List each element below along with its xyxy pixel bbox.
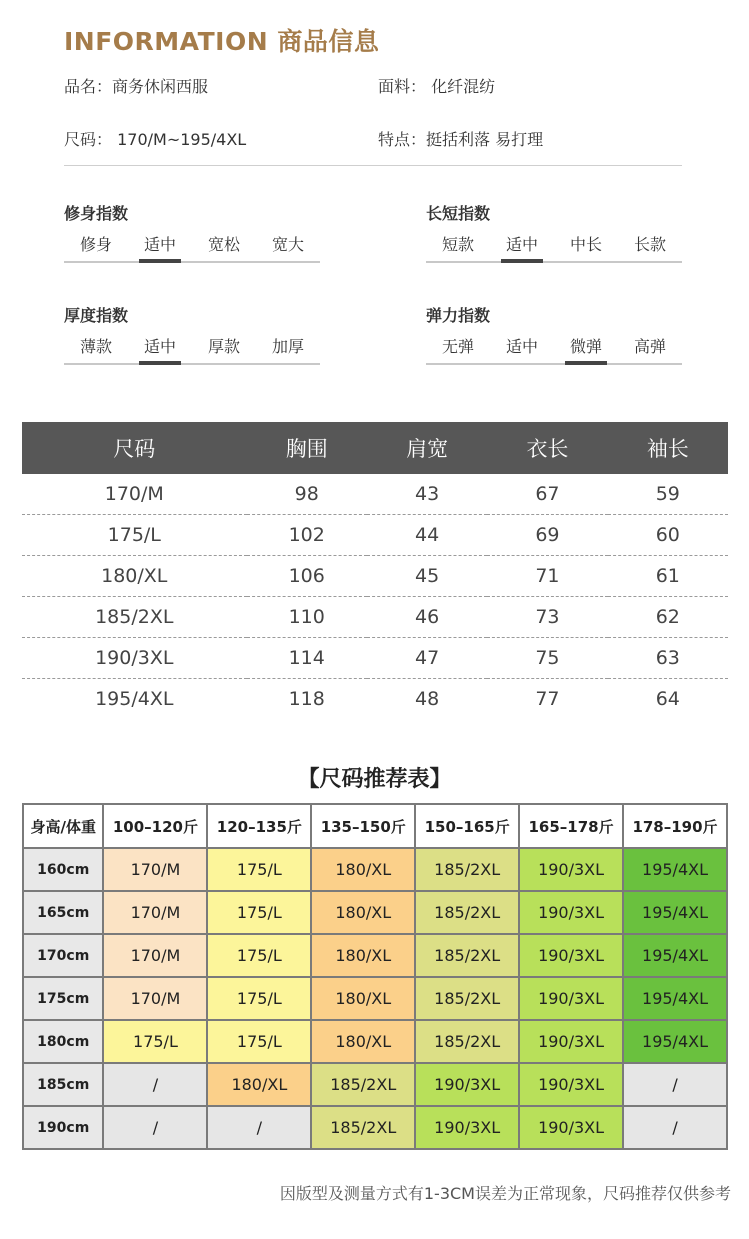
- size-cell: 61: [608, 556, 728, 597]
- index-scale-line: [64, 363, 320, 365]
- index-scale-line: [64, 261, 320, 263]
- height-cell: 170cm: [23, 934, 103, 977]
- index-option: 修身: [79, 235, 112, 254]
- recommend-size-cell: 185/2XL: [415, 848, 519, 891]
- index-selected-marker: [501, 259, 543, 263]
- product-feature: 特点：挺括利落 易打理: [378, 130, 544, 149]
- recommend-header-cell: 身高/体重: [23, 804, 103, 848]
- recommend-size-cell: 190/3XL: [519, 1020, 623, 1063]
- recommend-header-cell: 120–135斤: [207, 804, 311, 848]
- recommend-size-cell: 185/2XL: [415, 977, 519, 1020]
- index-selected-marker: [139, 259, 181, 263]
- recommend-size-cell: 195/4XL: [623, 934, 727, 977]
- recommend-size-cell: 190/3XL: [519, 977, 623, 1020]
- elasticity-index: [426, 305, 682, 365]
- product-name: 品名：商务休闲西服: [64, 77, 209, 96]
- recommend-size-cell: /: [623, 1063, 727, 1106]
- size-table-row: [22, 638, 728, 679]
- index-selected-marker: [565, 361, 607, 365]
- index-label: 厚度指数: [64, 306, 129, 325]
- recommend-size-cell: 180/XL: [311, 934, 415, 977]
- size-cell: 73: [487, 597, 607, 638]
- recommend-size-cell: 170/M: [103, 891, 207, 934]
- index-scale-line: [426, 261, 682, 263]
- recommend-header-cell: 100–120斤: [103, 804, 207, 848]
- recommend-table-row: [23, 1063, 727, 1106]
- index-option: 适中: [143, 235, 176, 254]
- index-option: 适中: [505, 235, 538, 254]
- size-cell: 59: [608, 474, 728, 515]
- recommend-size-cell: 195/4XL: [623, 1020, 727, 1063]
- length-index: [426, 203, 682, 263]
- size-cell: 102: [247, 515, 367, 556]
- size-cell: 98: [247, 474, 367, 515]
- index-option: 高弹: [633, 337, 666, 356]
- size-cell: 170/M: [22, 474, 247, 515]
- index-scale-line: [426, 363, 682, 365]
- index-options: [426, 335, 682, 359]
- section-title: INFORMATION 商品信息: [64, 27, 380, 56]
- index-option: 加厚: [271, 337, 304, 356]
- recommend-size-cell: 170/M: [103, 848, 207, 891]
- recommend-table-row: [23, 977, 727, 1020]
- recommend-size-cell: 175/L: [207, 1020, 311, 1063]
- size-cell: 44: [367, 515, 487, 556]
- index-option: 宽松: [207, 235, 240, 254]
- index-option: 适中: [143, 337, 176, 356]
- index-options: [64, 233, 320, 257]
- size-cell: 190/3XL: [22, 638, 247, 679]
- size-cell: 48: [414, 688, 440, 710]
- recommend-header-cell: 135–150斤: [311, 804, 415, 848]
- index-label: 长短指数: [426, 204, 491, 223]
- recommend-size-cell: 185/2XL: [415, 891, 519, 934]
- size-table-row: [22, 556, 728, 597]
- divider: [64, 165, 682, 166]
- size-cell: 75: [487, 638, 607, 679]
- height-cell: 185cm: [23, 1063, 103, 1106]
- recommend-header-cell: 165–178斤: [519, 804, 623, 848]
- recommend-size-cell: 175/L: [207, 891, 311, 934]
- recommend-size-cell: 175/L: [207, 977, 311, 1020]
- recommend-size-cell: 180/XL: [311, 1020, 415, 1063]
- recommend-size-cell: 175/L: [207, 934, 311, 977]
- index-option: 短款: [441, 235, 474, 254]
- size-cell: 69: [487, 515, 607, 556]
- size-table: [22, 422, 728, 719]
- product-size-range: 尺码： 170/M~195/4XL: [64, 130, 247, 149]
- size-cell: 46: [367, 597, 487, 638]
- index-label: 弹力指数: [426, 306, 491, 325]
- size-table-header: [22, 422, 728, 474]
- index-option: 长款: [633, 235, 666, 254]
- size-cell: 77: [535, 688, 560, 710]
- height-cell: 175cm: [23, 977, 103, 1020]
- size-table-row: [22, 597, 728, 638]
- recommend-size-cell: 195/4XL: [623, 977, 727, 1020]
- size-cell: 175/L: [22, 515, 247, 556]
- size-cell: 114: [247, 638, 367, 679]
- height-cell: 165cm: [23, 891, 103, 934]
- recommend-table-header: [23, 804, 727, 848]
- size-cell: 118: [288, 688, 325, 710]
- size-cell: 63: [608, 638, 728, 679]
- recommend-size-cell: 190/3XL: [519, 934, 623, 977]
- recommend-table: [22, 803, 728, 1150]
- thickness-index: [64, 305, 320, 365]
- recommend-size-cell: 195/4XL: [623, 848, 727, 891]
- size-table-row: [22, 515, 728, 556]
- recommend-size-cell: 180/XL: [311, 977, 415, 1020]
- size-cell: 64: [655, 688, 680, 710]
- index-option: 薄款: [79, 337, 112, 356]
- recommend-size-cell: 185/2XL: [311, 1063, 415, 1106]
- recommend-table-row: [23, 1106, 727, 1149]
- recommend-size-cell: 185/2XL: [415, 934, 519, 977]
- size-header-cell: 衣长: [487, 422, 607, 474]
- recommend-size-cell: 175/L: [207, 848, 311, 891]
- size-cell: 45: [367, 556, 487, 597]
- index-label: 修身指数: [64, 204, 129, 223]
- recommend-title: 【尺码推荐表】: [297, 767, 452, 792]
- index-option: 适中: [505, 337, 538, 356]
- size-header-cell: 胸围: [247, 422, 367, 474]
- recommend-size-cell: 195/4XL: [623, 891, 727, 934]
- recommend-size-cell: 185/2XL: [311, 1106, 415, 1149]
- size-cell: 185/2XL: [22, 597, 247, 638]
- fit-index: [64, 203, 320, 263]
- size-cell: 71: [487, 556, 607, 597]
- size-header-cell: 袖长: [608, 422, 728, 474]
- recommend-size-cell: /: [103, 1063, 207, 1106]
- index-option: 中长: [569, 235, 602, 254]
- size-cell: 60: [608, 515, 728, 556]
- size-cell: 43: [367, 474, 487, 515]
- recommend-size-cell: /: [623, 1106, 727, 1149]
- recommend-size-cell: 180/XL: [311, 891, 415, 934]
- recommend-table-row: [23, 1020, 727, 1063]
- index-options: [426, 233, 682, 257]
- product-fabric: 面料： 化纤混纺: [378, 77, 496, 96]
- recommend-table-row: [23, 934, 727, 977]
- recommend-size-cell: /: [207, 1106, 311, 1149]
- size-cell: 180/XL: [22, 556, 247, 597]
- recommend-size-cell: 190/3XL: [519, 848, 623, 891]
- recommend-size-cell: 170/M: [103, 977, 207, 1020]
- recommend-header-cell: 150–165斤: [415, 804, 519, 848]
- size-cell: 106: [247, 556, 367, 597]
- recommend-size-cell: /: [103, 1106, 207, 1149]
- recommend-size-cell: 185/2XL: [415, 1020, 519, 1063]
- height-cell: 160cm: [23, 848, 103, 891]
- recommend-header-cell: 178–190斤: [623, 804, 727, 848]
- index-selected-marker: [139, 361, 181, 365]
- disclaimer-note: 因版型及测量方式有1-3CM误差为正常现象，尺码推荐仅供参考: [279, 1184, 731, 1203]
- size-cell: 195/4XL: [95, 688, 174, 710]
- recommend-size-cell: 170/M: [103, 934, 207, 977]
- recommend-size-cell: 190/3XL: [519, 1063, 623, 1106]
- recommend-size-cell: 190/3XL: [519, 1106, 623, 1149]
- size-table-row: [22, 474, 728, 515]
- index-option: 无弹: [441, 337, 474, 356]
- index-option: 厚款: [207, 337, 240, 356]
- recommend-size-cell: 190/3XL: [415, 1106, 519, 1149]
- size-table-row: [22, 679, 728, 720]
- size-cell: 67: [487, 474, 607, 515]
- recommend-size-cell: 180/XL: [207, 1063, 311, 1106]
- size-cell: 110: [247, 597, 367, 638]
- recommend-size-cell: 190/3XL: [415, 1063, 519, 1106]
- recommend-size-cell: 180/XL: [311, 848, 415, 891]
- size-cell: 62: [608, 597, 728, 638]
- size-header-cell: 尺码: [22, 422, 247, 474]
- height-cell: 190cm: [23, 1106, 103, 1149]
- index-options: [64, 335, 320, 359]
- recommend-table-row: [23, 891, 727, 934]
- height-cell: 180cm: [23, 1020, 103, 1063]
- index-option: 微弹: [569, 337, 602, 356]
- recommend-table-row: [23, 848, 727, 891]
- index-option: 宽大: [271, 235, 304, 254]
- recommend-size-cell: 190/3XL: [519, 891, 623, 934]
- recommend-size-cell: 175/L: [103, 1020, 207, 1063]
- size-cell: 47: [367, 638, 487, 679]
- size-header-cell: 肩宽: [367, 422, 487, 474]
